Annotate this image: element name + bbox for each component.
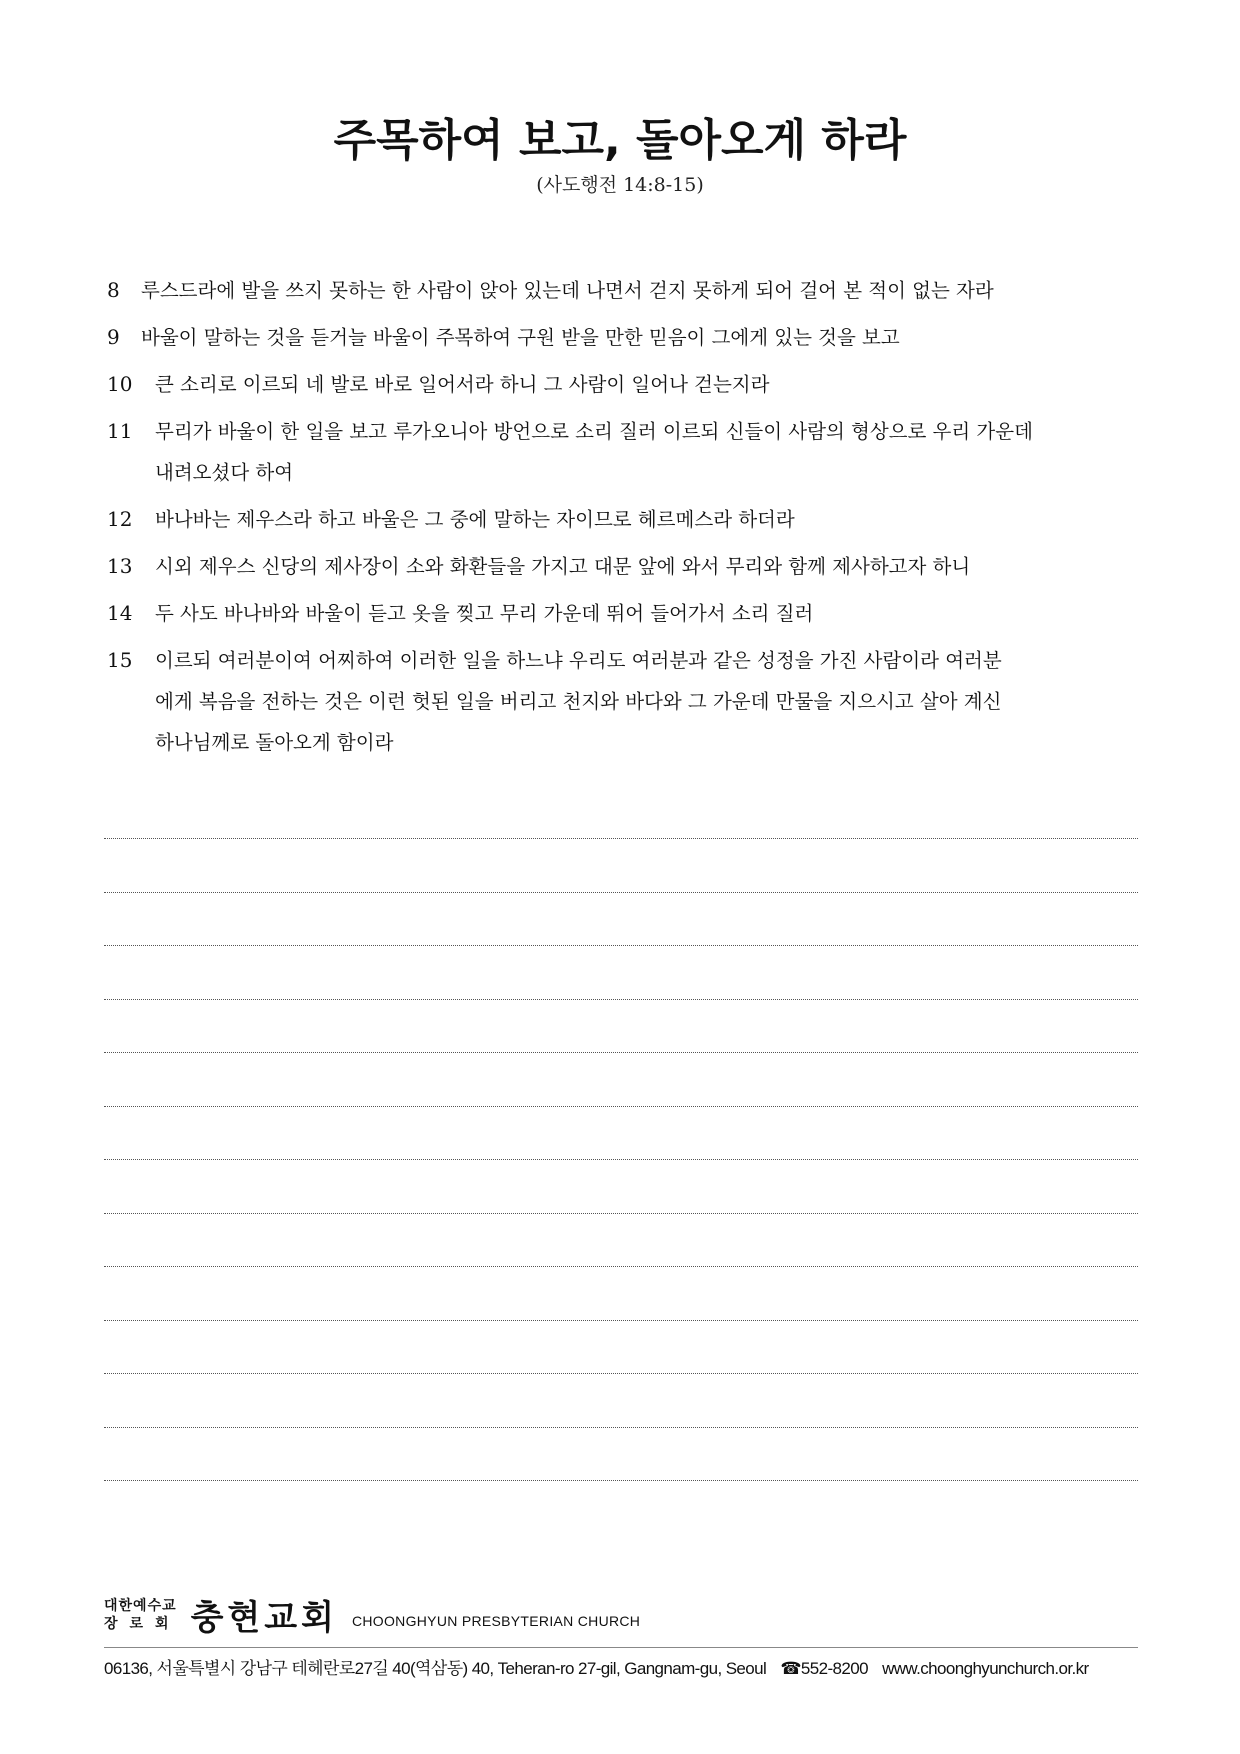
verse-line: 이르되 여러분이여 어찌하여 이러한 일을 하느냐 우리도 여러분과 같은 성정을 가진 사람이라 여러분 <box>155 649 1002 672</box>
verse-10 <box>107 368 1147 405</box>
verse-11 <box>107 415 1147 493</box>
church-brand <box>104 1590 640 1639</box>
note-line <box>104 1428 1138 1482</box>
verse-number: 15 <box>107 648 133 672</box>
church-address: 06136, 서울특별시 강남구 테헤란로27길 40(역삼동) 40, Teheran-ro 27-gil, Gangnam-gu, Seoul <box>104 1659 767 1678</box>
verse-number: 11 <box>107 419 133 443</box>
verse-number: 10 <box>107 372 133 396</box>
note-line <box>104 1053 1138 1107</box>
church-contact <box>104 1654 1140 1679</box>
verse-text <box>155 411 1147 493</box>
footer-divider <box>104 1647 1138 1648</box>
verse-line: 무리가 바울이 한 일을 보고 루가오니아 방언으로 소리 질러 이르되 신들이 사람의 형상으로 우리 가운데 <box>155 420 1033 443</box>
verse-text <box>141 270 1147 311</box>
note-line <box>104 1000 1138 1054</box>
note-line <box>104 946 1138 1000</box>
note-line <box>104 1321 1138 1375</box>
note-line <box>104 1267 1138 1321</box>
verse-line: 바울이 말하는 것을 듣거늘 바울이 주목하여 구원 받을 만한 믿음이 그에게 있는 것을 보고 <box>141 326 900 349</box>
verse-text <box>155 546 1147 587</box>
verse-line: 두 사도 바나바와 바울이 듣고 옷을 찢고 무리 가운데 뛰어 들어가서 소리 질러 <box>155 602 814 625</box>
verse-line: 루스드라에 발을 쓰지 못하는 한 사람이 앉아 있는데 나면서 걷지 못하게 되어 걸어 본 적이 없는 자라 <box>141 279 994 302</box>
verse-number: 8 <box>107 278 120 302</box>
church-english-name: CHOONGHYUN PRESBYTERIAN CHURCH <box>351 1612 641 1629</box>
verse-text <box>155 593 1147 634</box>
scripture-passage <box>107 274 1147 773</box>
denomination-label <box>104 1597 181 1633</box>
verse-line: 에게 복음을 전하는 것은 이런 헛된 일을 버리고 천지와 바다와 그 가운데 만물을 지으시고 살아 계신 <box>155 690 1002 713</box>
verse-line: 내려오셨다 하여 <box>155 461 294 484</box>
verse-14 <box>107 597 1147 634</box>
note-line <box>104 1374 1138 1428</box>
verse-line: 바나바는 제우스라 하고 바울은 그 중에 말하는 자이므로 헤르메스라 하더라 <box>155 508 795 531</box>
verse-number: 14 <box>107 601 133 625</box>
denomination-line: 대한예수교 <box>104 1597 177 1614</box>
church-logo: 충현교회 <box>190 1598 338 1638</box>
verse-8 <box>107 274 1147 311</box>
denomination-line: 장로회 <box>104 1615 181 1632</box>
verse-text <box>155 640 1147 763</box>
verse-text <box>141 317 1147 358</box>
verse-12 <box>107 503 1147 540</box>
verse-text <box>155 499 1147 540</box>
note-line <box>104 839 1138 893</box>
church-phone: ☎552-8200 <box>780 1659 868 1678</box>
note-lines <box>104 838 1138 1481</box>
verse-number: 9 <box>107 325 120 349</box>
verse-9 <box>107 321 1147 358</box>
scripture-reference: (사도행전 14:8-15) <box>536 174 704 196</box>
note-line <box>104 893 1138 947</box>
verse-text <box>155 364 1147 405</box>
note-line <box>104 1214 1138 1268</box>
verse-15 <box>107 644 1147 763</box>
verse-line: 시외 제우스 신당의 제사장이 소와 화환들을 가지고 대문 앞에 와서 무리와 함께 제사하고자 하니 <box>155 555 971 578</box>
sermon-title: 주목하여 보고, 돌아오게 하라 <box>333 115 907 166</box>
note-line <box>104 1107 1138 1161</box>
verse-13 <box>107 550 1147 587</box>
verse-number: 12 <box>107 507 133 531</box>
note-line <box>104 1160 1138 1214</box>
verse-line: 큰 소리로 이르되 네 발로 바로 일어서라 하니 그 사람이 일어나 걷는지라 <box>155 373 770 396</box>
verse-line: 하나님께로 돌아오게 함이라 <box>155 731 394 754</box>
church-website[interactable]: www.choonghyunchurch.or.kr <box>882 1659 1089 1678</box>
verse-number: 13 <box>107 554 133 578</box>
